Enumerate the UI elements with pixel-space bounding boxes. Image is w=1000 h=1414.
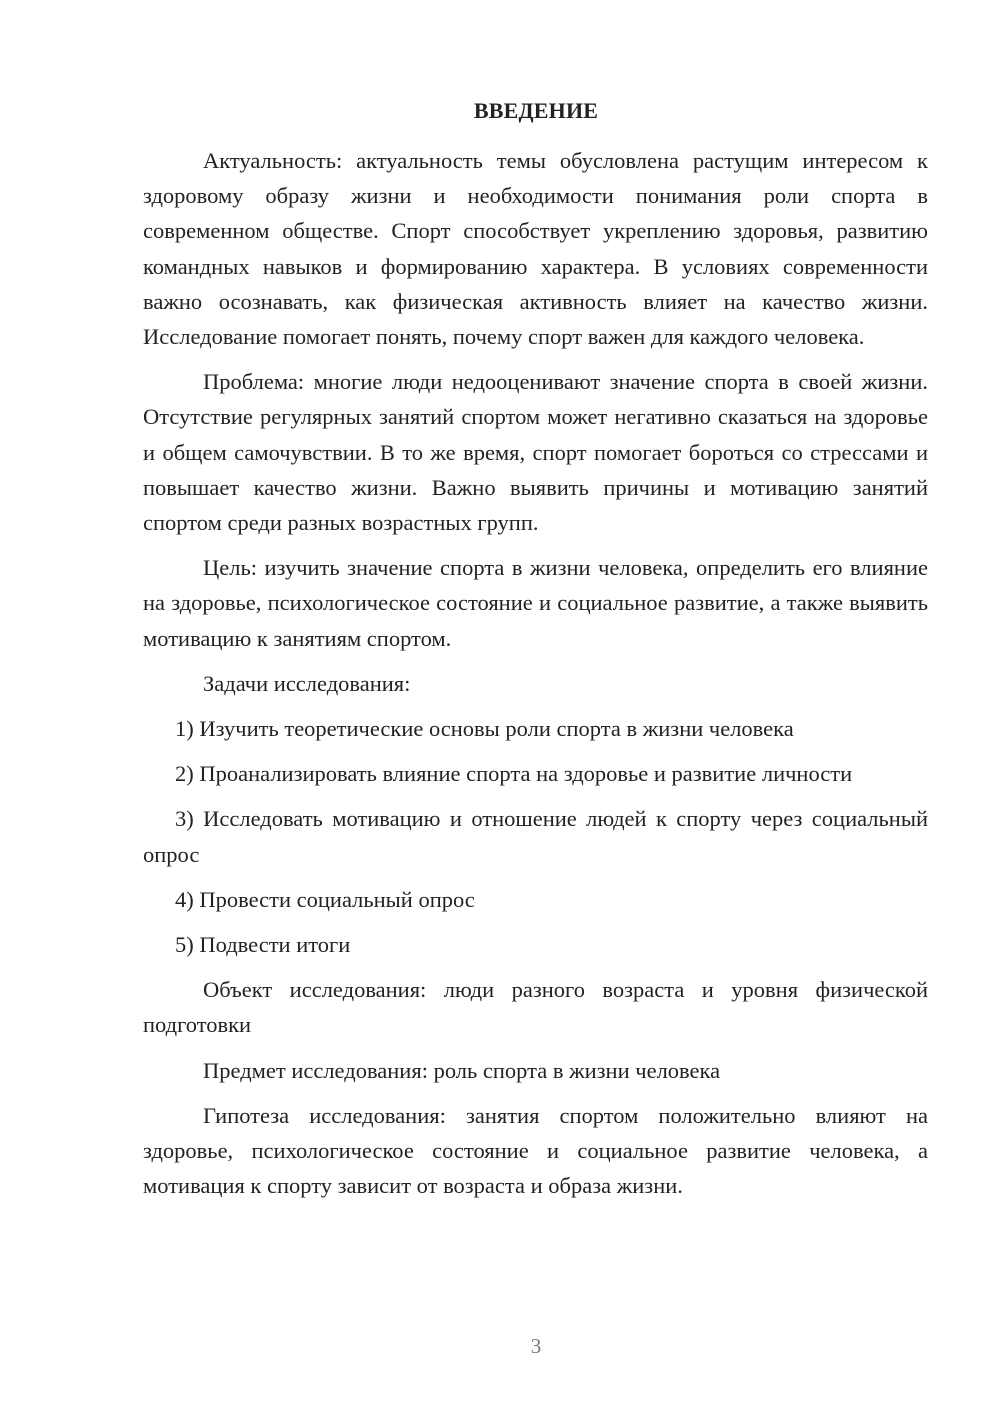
task-item-4: 4) Провести социальный опрос: [175, 886, 475, 912]
tasks-heading: Задачи исследования:: [203, 670, 411, 696]
paragraph-goal: Цель: изучить значение спорта в жизни человека, определить его влияние на здоровье, психологическое состояние и социальное развитие, а также выявить мотивацию к занятиям спортом.: [143, 555, 928, 651]
paragraph-object: Объект исследования: люди разного возраста и уровня физической подготовки: [143, 977, 928, 1038]
document-body: [143, 143, 928, 1213]
paragraph-relevance: Актуальность: актуальность темы обусловлена растущим интересом к здоровому образу жизни и необходимости понимания роли спорта в современном обществе. Спорт способствует укреплению здоровья, развитию командных навыков и формированию характера. В условиях современности важно осознавать, как физическая активность влияет на качество жизни. Исследование помогает понять, почему спорт важен для каждого человека.: [143, 148, 928, 350]
paragraph-problem: Проблема: многие люди недооценивают значение спорта в своей жизни. Отсутствие регулярных занятий спортом может негативно сказаться на здоровье и общем самочувствии. В то же время, спорт помогает бороться со стрессами и повышает качество жизни. Важно выявить причины и мотивацию занятий спортом среди разных возрастных групп.: [143, 369, 928, 536]
task-item-3: 3) Исследовать мотивацию и отношение людей к спорту через социальный опрос: [143, 806, 928, 867]
task-item-1: 1) Изучить теоретические основы роли спорта в жизни человека: [175, 716, 794, 742]
task-item-2: 2) Проанализировать влияние спорта на здоровье и развитие личности: [175, 761, 853, 787]
paragraph-subject: Предмет исследования: роль спорта в жизни человека: [203, 1057, 721, 1083]
paragraph-hypothesis: Гипотеза исследования: занятия спортом положительно влияют на здоровье, психологическое состояние и социальное развитие человека, а мотивация к спорту зависит от возраста и образа жизни.: [143, 1102, 928, 1199]
section-title: ВВЕДЕНИЕ: [473, 98, 599, 123]
task-item-5: 5) Подвести итоги: [175, 932, 351, 958]
page-number: 3: [530, 1334, 542, 1358]
